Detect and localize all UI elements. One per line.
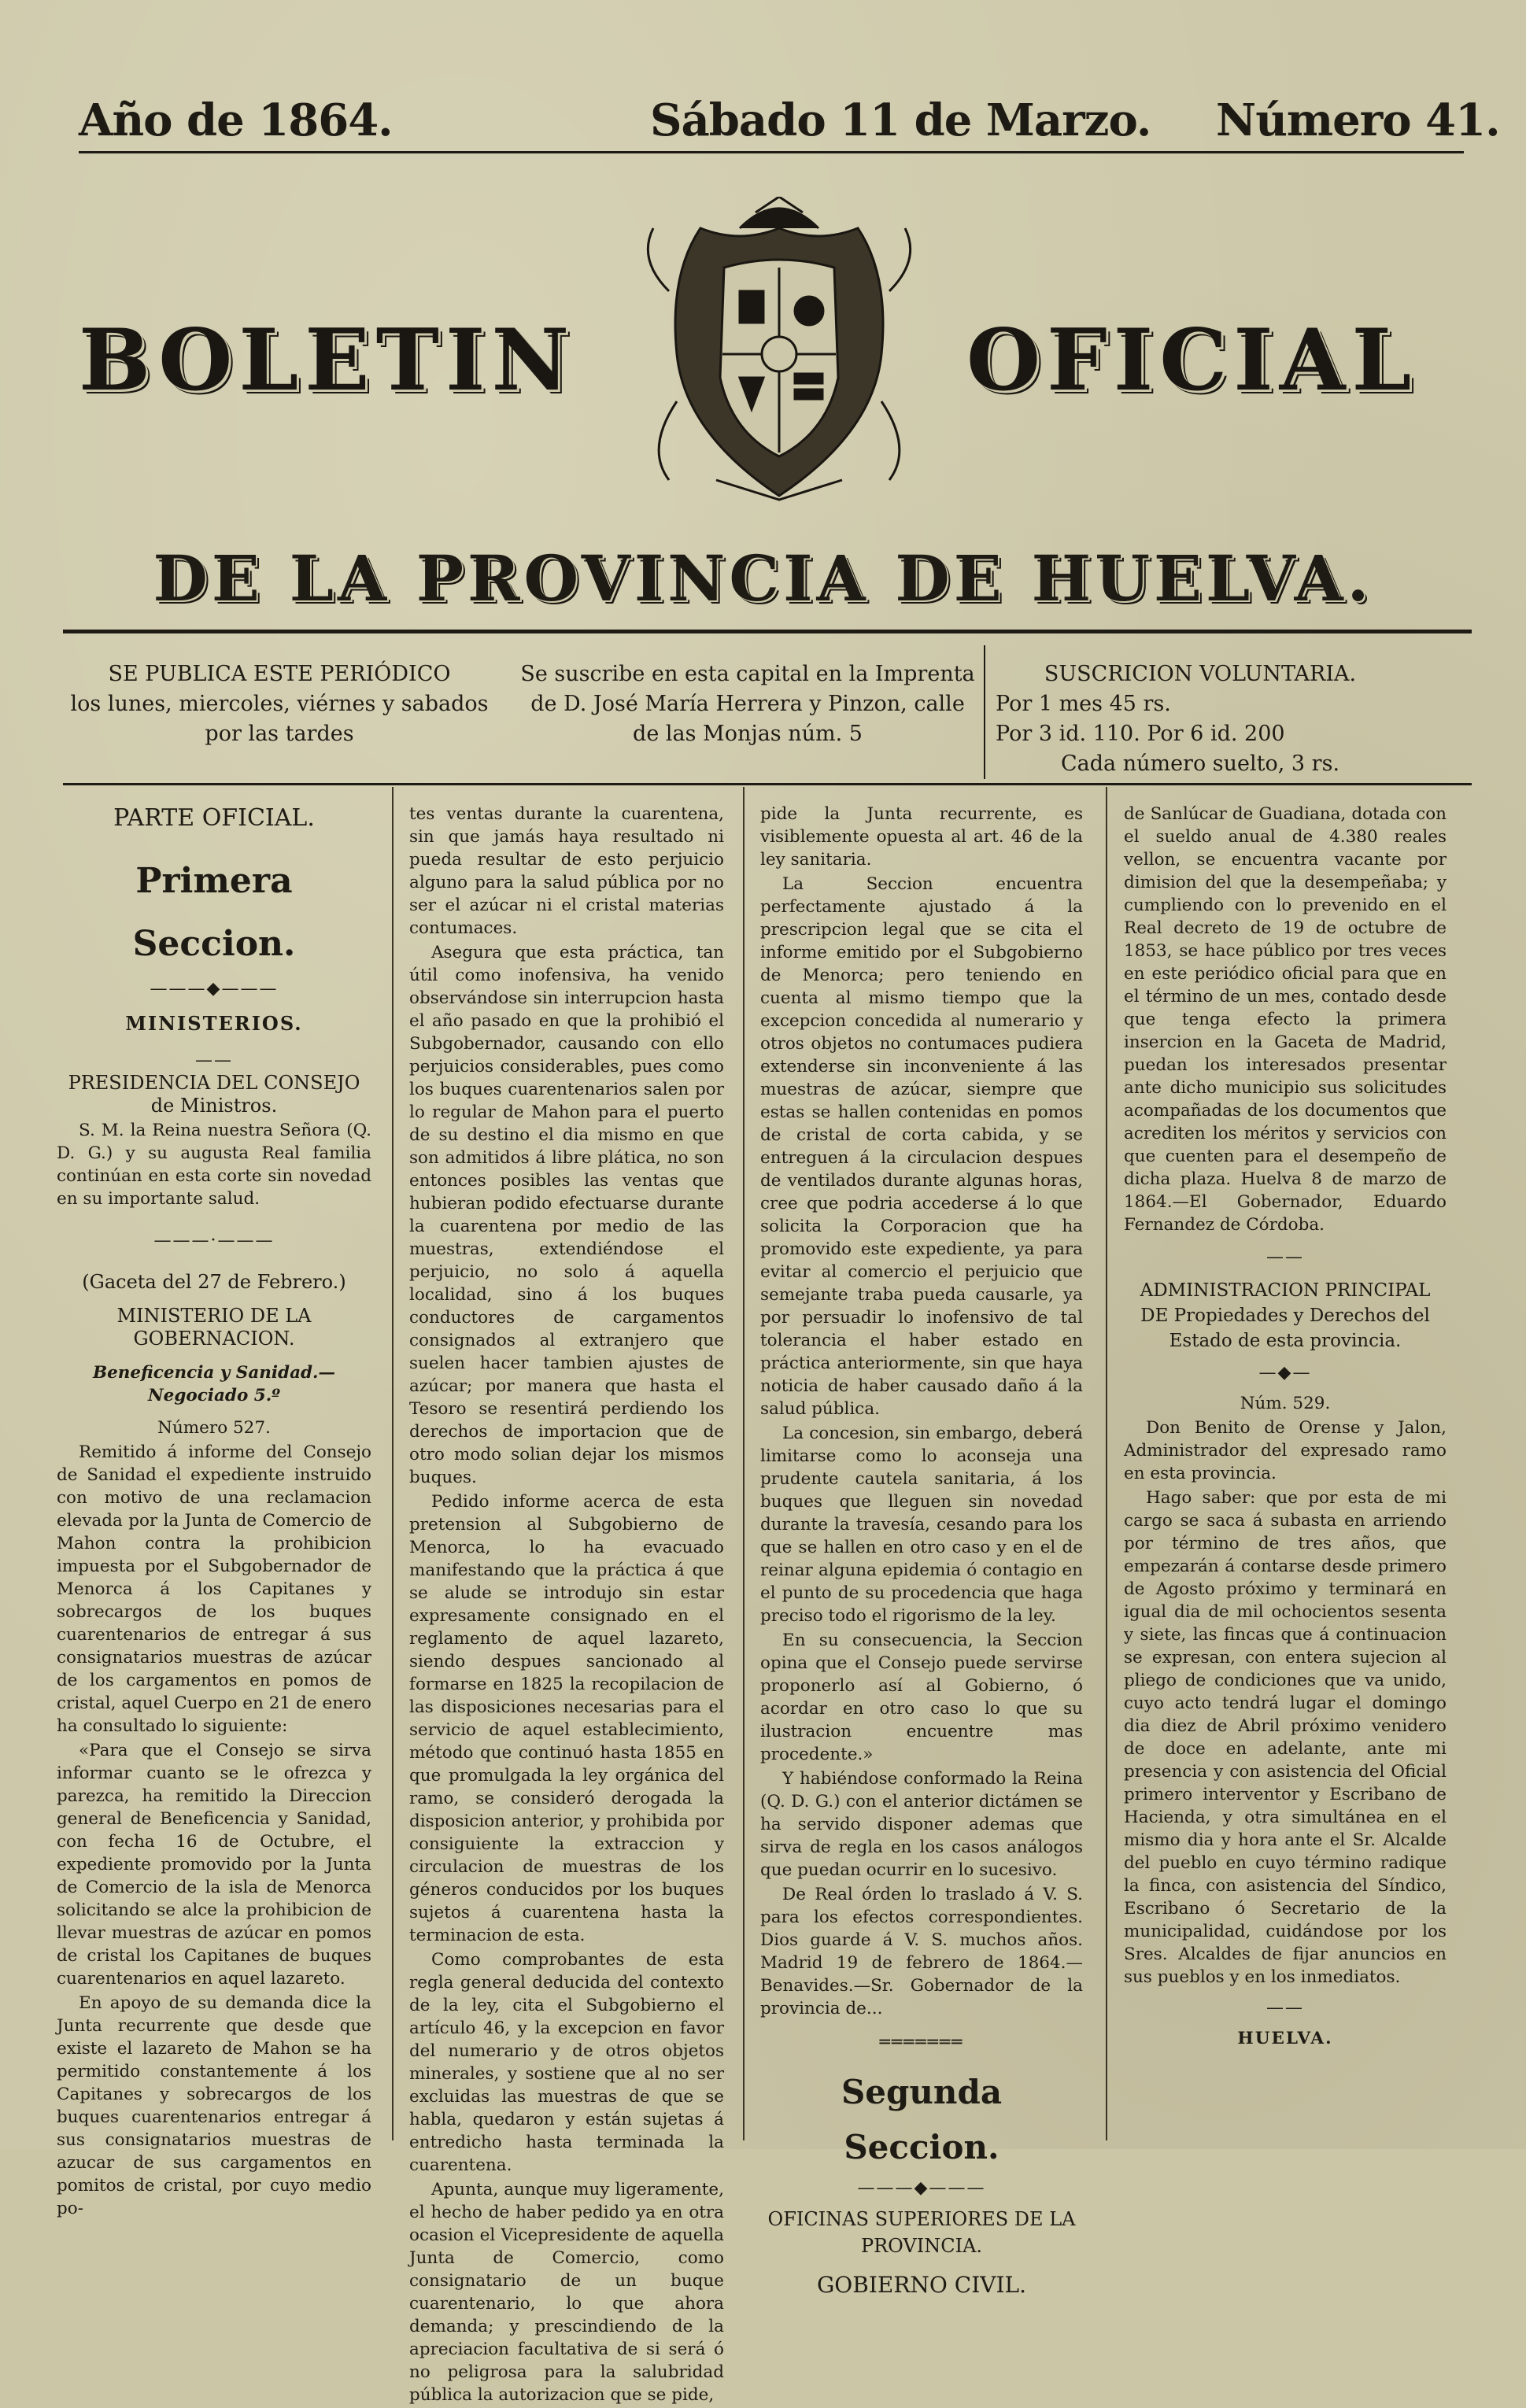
subscription-prices [996,659,1405,779]
paragraph: Apunta, aunque muy ligeramente, el hecho de haber pedido ya en otra ocasion el Vicepresidente de aquella Junta de Comercio, como consignatario de un buque cuarentenario, lo que ahora demanda; y prescindiendo de la apreciacion facultativa de si será ó no peligrosa para la salubridad pública la autorizacion que se pide, [409,2180,724,2405]
column-1 [57,803,371,2221]
segunda-seccion-heading: Segunda Seccion. [841,2073,1003,2166]
subscription-place [519,659,976,749]
price-single-issue: Cada número suelto, 3 rs. [1060,752,1340,776]
oficinas-heading: OFICINAS SUPERIORES DE LA PROVINCIA. [767,2208,1076,2257]
price-3-6-months: Por 3 id. 110. Por 6 id. 200 [996,722,1285,746]
title-right: OFICIAL [966,311,1418,410]
place-line-3: de las Monjas núm. 5 [633,722,863,746]
divider: —— [1266,1998,1304,2018]
price-1-month: Por 1 mes 45 rs. [996,692,1171,716]
huelva-heading: HUELVA. [1237,2029,1333,2048]
date-label: Sábado 11 de Marzo. [650,94,1151,146]
publication-heading: SE PUBLICA ESTE PERIÓDICO [108,662,451,686]
paragraph: Hago saber: que por esta de mi cargo se saca á subasta en arriendo por término de tres años, que empezarán á contarse desde primero de Agosto próximo y terminará en igual dia de mil ochocientos sesenta y siete, las fincas que á continuacion se expresan, con entera sujecion al pliego de condiciones que va unido, cuyo acto tendrá lugar el domingo dia diez de Abril próximo venidero de doce en adelante, ante mi presencia y con asistencia del Oficial primero interventor y Escribano de Hacienda, y otra simultánea en el mismo dia y hora ante el Sr. Alcalde del pueblo en cuyo término radique la finca, con asistencia del Síndico, Escribano ó Secretario de la municipalidad, cuidándose por los Sres. Alcaldes de fijar anuncios en sus pueblos y en los inmediatos. [1124,1488,1447,1987]
parte-oficial-heading: PARTE OFICIAL. [113,804,315,832]
paragraph: de Sanlúcar de Guadiana, dotada con el sueldo anual de 4.380 reales vellon, se encuentra vacante por dimision del que la desempeñaba; y cumpliendo con lo prevenido en el Real decreto de 19 de octubre de 1853, se hace público por tres veces en este periódico oficial para que en el término de un mes, contado desde que tenga efecto la primera insercion en la Gaceta de Madrid, puedan los interesados presentar ante dicho municipio sus solicitudes acompañadas de los documentos que acrediten los méritos y servicios con que cuenten para el desempeño de dicha plaza. Huelva 8 de marzo de 1864.—El Gobernador, Eduardo Fernandez de Córdoba. [1124,804,1447,1235]
paragraph: La Seccion encuentra perfectamente ajustado á la prescripcion legal que se cita el informe emitido por el Subgobierno de Menorca; pero teniendo en cuenta al mismo tiempo que la excepcion concedida al numerario y otros objetos no contumaces pudiera extenderse sin inconveniente á las muestras de azúcar, siempre que estas se hallen contenidas en pomos de cristal de corta cabida, y se entreguen á la circulacion despues de ventilados durante algunas horas, cree que podria accederse á lo que solicita la Corporacion que ha promovido este expediente, ya para evitar al comercio el perjuicio que semejante traba pueda causarle, ya por persuadir lo inofensivo de tal tolerancia el haber estado en práctica anteriormente, sin que haya noticia de haber causado daño á la salud pública. [760,874,1083,1419]
column-4 [1124,803,1447,2052]
divider: ———·——— [153,1231,275,1250]
document-number: Número 527. [157,1418,271,1438]
subtitle-rule [63,630,1472,633]
paragraph: «Para que el Consejo se sirva informar cuanto se le ofrezca y parezca, ha remitido la Direccion general de Beneficencia y Sanidad, con fecha 16 de Octubre, el expediente promovido por la Junta de Comercio de la isla de Menorca solicitando se alce la prohibicion de llevar muestras de azúcar en pomos de cristal los Capitanes de buques cuarentenarios en aquel lazareto. [57,1741,371,1989]
ornament-divider: ———◆——— [150,979,279,999]
place-line-2: de D. José María Herrera y Pinzon, calle [530,692,965,716]
ministerio-heading: MINISTERIO DE LA GOBERNACION. [116,1305,312,1350]
divider: —◆— [1258,1363,1312,1383]
coat-of-arms-emblem [622,197,937,504]
paragraph: Pedido informe acerca de esta pretension al Subgobierno de Menorca, lo ha evacuado manifestando que la práctica á que se alude se introdujo sin estar expresamente consignado en el reglamento de aquel lazareto, siendo despues sancionado al formarse en 1825 la recopilacion de las disposiciones necesarias para el servicio de aquel establecimiento, método que continuó hasta 1855 en que promulgada la ley orgánica del ramo, se consideró derogada la disposicion anterior, y prohibida por consiguiente la extraccion y circulacion de muestras de los géneros conducidos por los buques sujetos á cuarentena hasta la terminacion de esta. [409,1492,724,1945]
publication-info [47,659,512,749]
divider: —— [1266,1247,1304,1267]
divider: ═══════ [879,2033,964,2052]
column-divider [743,787,745,2140]
paragraph: De Real órden lo traslado á V. S. para los efectos correspondientes. Dios guarde á V. S. muchos años. Madrid 19 de febrero de 1864.—Benavides.—Sr. Gobernador de la provincia de... [760,1885,1083,2018]
column-divider [1106,787,1107,2140]
publication-time: por las tardes [205,722,354,746]
publication-days: los lunes, miercoles, viérnes y sabados [70,692,489,716]
place-line-1: Se suscribe en esta capital en la Imprenta [520,662,975,686]
ministerios-heading: MINISTERIOS. [125,1012,303,1035]
divider: ———◆——— [857,2178,986,2198]
subtitle: DE LA PROVINCIA DE HUELVA. [153,541,1373,615]
primera-seccion-heading: Primera Seccion. [132,861,296,964]
issue-number: Número 41. [1216,94,1500,146]
prices-heading: SUSCRICION VOLUNTARIA. [1044,662,1357,686]
column-divider [392,787,394,2140]
document-number: Núm. 529. [1240,1394,1331,1413]
title-left: BOLETIN [79,311,576,410]
paragraph: Como comprobantes de esta regla general deducida del contexto de la ley, cita el Subgobierno el artículo 46, y la excepcion en favor del numerario y de otros objetos minerales, y sostiene que al no ser excluidas las muestras de que se habla, quedaron y están sujetas á entredicho hasta terminada la cuarentena. [409,1950,724,2175]
gaceta-reference: (Gaceta del 27 de Febrero.) [82,1271,346,1293]
presidencia-heading: PRESIDENCIA DEL CONSEJO de Ministros. [68,1072,360,1117]
year-label: Año de 1864. [79,94,393,146]
paragraph: Remitido á informe del Consejo de Sanidad el expediente instruido con motivo de una reclamacion elevada por la Junta de Comercio de Mahon contra la prohibicion impuesta por el Subgobernador de Menorca á los Capitanes y sobrecargos de los buques cuarentenarios de entregar á sus consignatarios muestras de azúcar de los cargamentos en pomos de cristal, aquel Cuerpo en 21 de enero ha consultado lo siguiente: [57,1442,371,1736]
paragraph: S. M. la Reina nuestra Señora (Q. D. G.) y su augusta Real familia continúan en esta corte sin novedad en su importante salud. [57,1121,371,1209]
gobierno-civil-heading: GOBIERNO CIVIL. [816,2272,1027,2298]
administracion-heading: ADMINISTRACION PRINCIPAL DE Propiedades y Derechos del Estado de esta provincia. [1140,1280,1431,1351]
paragraph: Y habiéndose conformado la Reina (Q. D. G.) con el anterior dictámen se ha servido disponer ademas que sirva de regla en los casos análogos que puedan ocurrir en lo sucesivo. [760,1769,1083,1880]
short-divider: —— [195,1051,233,1070]
info-divider [984,645,985,779]
column-2 [409,803,724,2408]
paragraph: Asegura que esta práctica, tan útil como inofensiva, ha venido observándose sin interrupcion hasta el año pasado en que la prohibió el Subgobernador, causando con ello perjuicios considerables, pues como los buques cuarentenarios salen por lo regular de Mahon para el puerto de su destino el dia mismo en que son admitidos á libre plática, no son entonces posibles las ventas que hubieran podido efectuarse durante la cuarentena por medio de las muestras, extendiéndose el perjuicio, no solo á aquella localidad, sino á los buques conductores de cargamentos consignados al extranjero que suelen hacer tambien ajustes de azúcar; por manera que hasta el Tesoro se resentirá perdiendo los derechos de importacion que de otro modo solian dejar los mismos buques. [409,943,724,1487]
paragraph: En apoyo de su demanda dice la Junta recurrente que desde que existe el lazareto de Mahon se ha permitido constantemente á los Capitanes y sobrecargos de los buques cuarentenarios entregar á sus consignatarios muestras de azucar de sus cargamentos en pomitos de cristal, por cuyo medio po- [57,1993,371,2218]
paragraph: En su consecuencia, la Seccion opina que el Consejo puede servirse proponerlo así al Gobierno, ó acordar en otro caso lo que su ilustracion encuentre mas procedente.» [760,1631,1083,1764]
info-bottom-rule [63,783,1472,785]
masthead-rule [79,151,1464,153]
paragraph: tes ventas durante la cuarentena, sin que jamás haya resultado ni pueda resultar de esto perjuicio alguno para la salud pública por no ser el azúcar ni el cristal materias contumaces. [409,804,724,938]
column-3 [760,803,1083,2306]
paragraph: La concesion, sin embargo, deberá limitarse como lo aconseja una prudente cautela sanitaria, á los buques que lleguen sin novedad durante la travesía, cesando para los que se hallen en otro caso y en el de reinar alguna epidemia ó contagio en el punto de su procedencia que haga preciso todo el rigorismo de la ley. [760,1424,1083,1626]
negociado-heading: Beneficencia y Sanidad.—Negociado 5.º [92,1363,336,1405]
paragraph: Don Benito de Orense y Jalon, Administrador del expresado ramo en esta provincia. [1124,1418,1447,1483]
paragraph: pide la Junta recurrente, es visiblemente opuesta al art. 46 de la ley sanitaria. [760,804,1083,870]
